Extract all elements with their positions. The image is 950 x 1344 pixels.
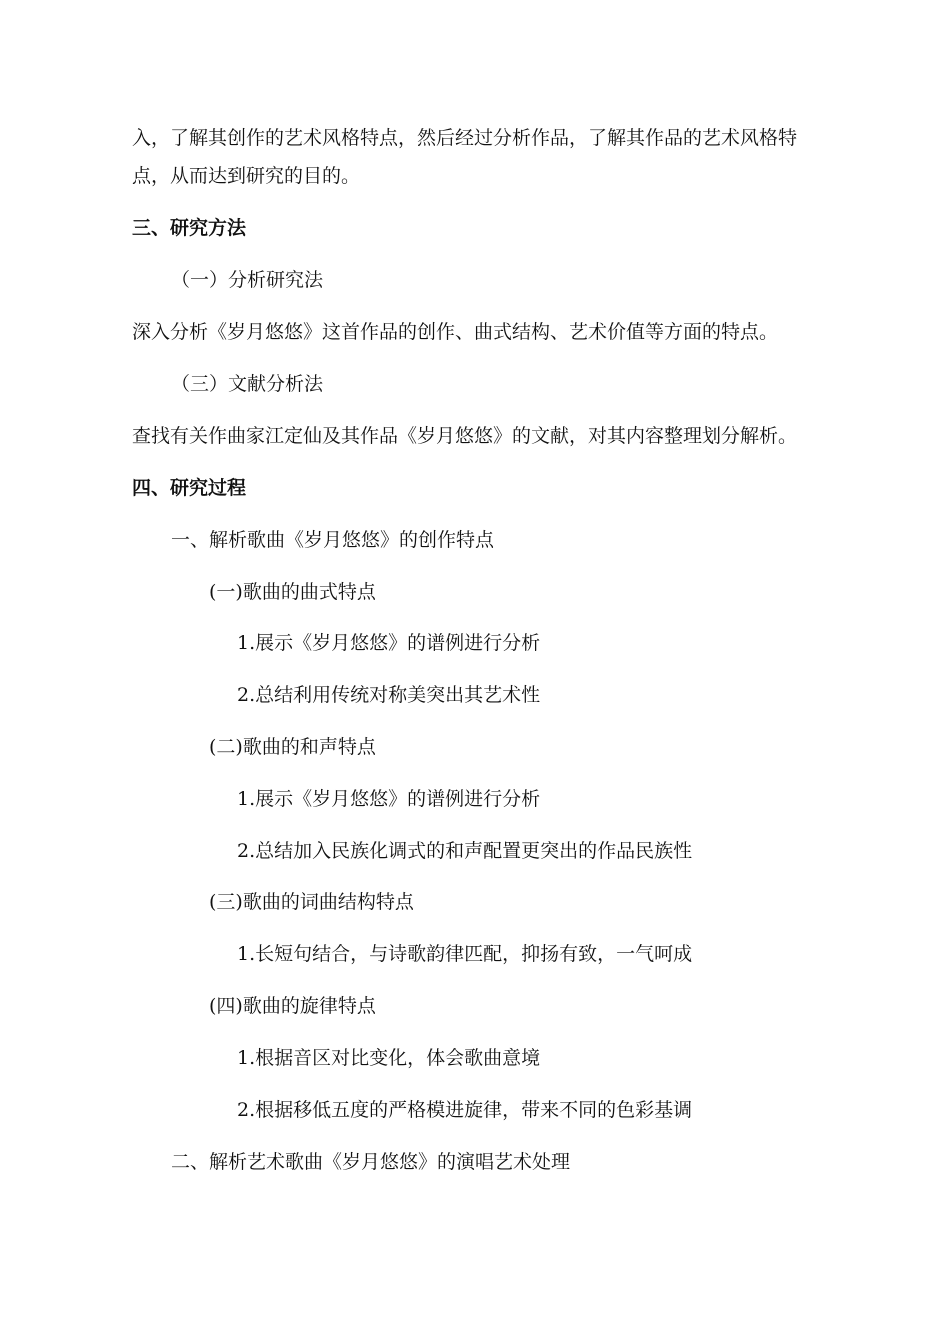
- method-1-title: （一）分析研究法: [171, 269, 324, 291]
- outline-sub-4-item-2: 2.根据移低五度的严格模进旋律，带来不同的色彩基调: [237, 1099, 693, 1121]
- outline-part-1-title: 一、解析歌曲《岁月悠悠》的创作特点: [171, 529, 495, 551]
- outline-sub-1-item-1: 1.展示《岁月悠悠》的谱例进行分析: [237, 632, 541, 654]
- section-heading-research-methods: 三、研究方法: [132, 217, 247, 239]
- outline-sub-1-item-2: 2.总结利用传统对称美突出其艺术性: [237, 684, 541, 706]
- section-heading-research-process: 四、研究过程: [132, 477, 247, 499]
- outline-sub-3-item-1: 1.长短句结合，与诗歌韵律匹配，抑扬有致，一气呵成: [237, 943, 693, 965]
- method-2-title: （三）文献分析法: [171, 373, 324, 395]
- outline-sub-3-title: (三)歌曲的词曲结构特点: [209, 891, 414, 913]
- outline-sub-4-title: (四)歌曲的旋律特点: [209, 995, 376, 1017]
- intro-paragraph-line-2: 点，从而达到研究的目的。: [132, 165, 361, 187]
- outline-sub-2-title: (二)歌曲的和声特点: [209, 736, 376, 758]
- outline-sub-4-item-1: 1.根据音区对比变化，体会歌曲意境: [237, 1047, 541, 1069]
- method-1-text: 深入分析《岁月悠悠》这首作品的创作、曲式结构、艺术价值等方面的特点。: [132, 321, 779, 343]
- outline-sub-2-item-2: 2.总结加入民族化调式的和声配置更突出的作品民族性: [237, 840, 693, 862]
- outline-sub-2-item-1: 1.展示《岁月悠悠》的谱例进行分析: [237, 788, 541, 810]
- outline-part-2-title: 二、解析艺术歌曲《岁月悠悠》的演唱艺术处理: [171, 1151, 571, 1173]
- outline-sub-1-title: (一)歌曲的曲式特点: [209, 581, 376, 603]
- method-2-text: 查找有关作曲家江定仙及其作品《岁月悠悠》的文献，对其内容整理划分解析。: [132, 425, 798, 447]
- intro-paragraph-line-1: 入，了解其创作的艺术风格特点，然后经过分析作品，了解其作品的艺术风格特: [132, 127, 798, 149]
